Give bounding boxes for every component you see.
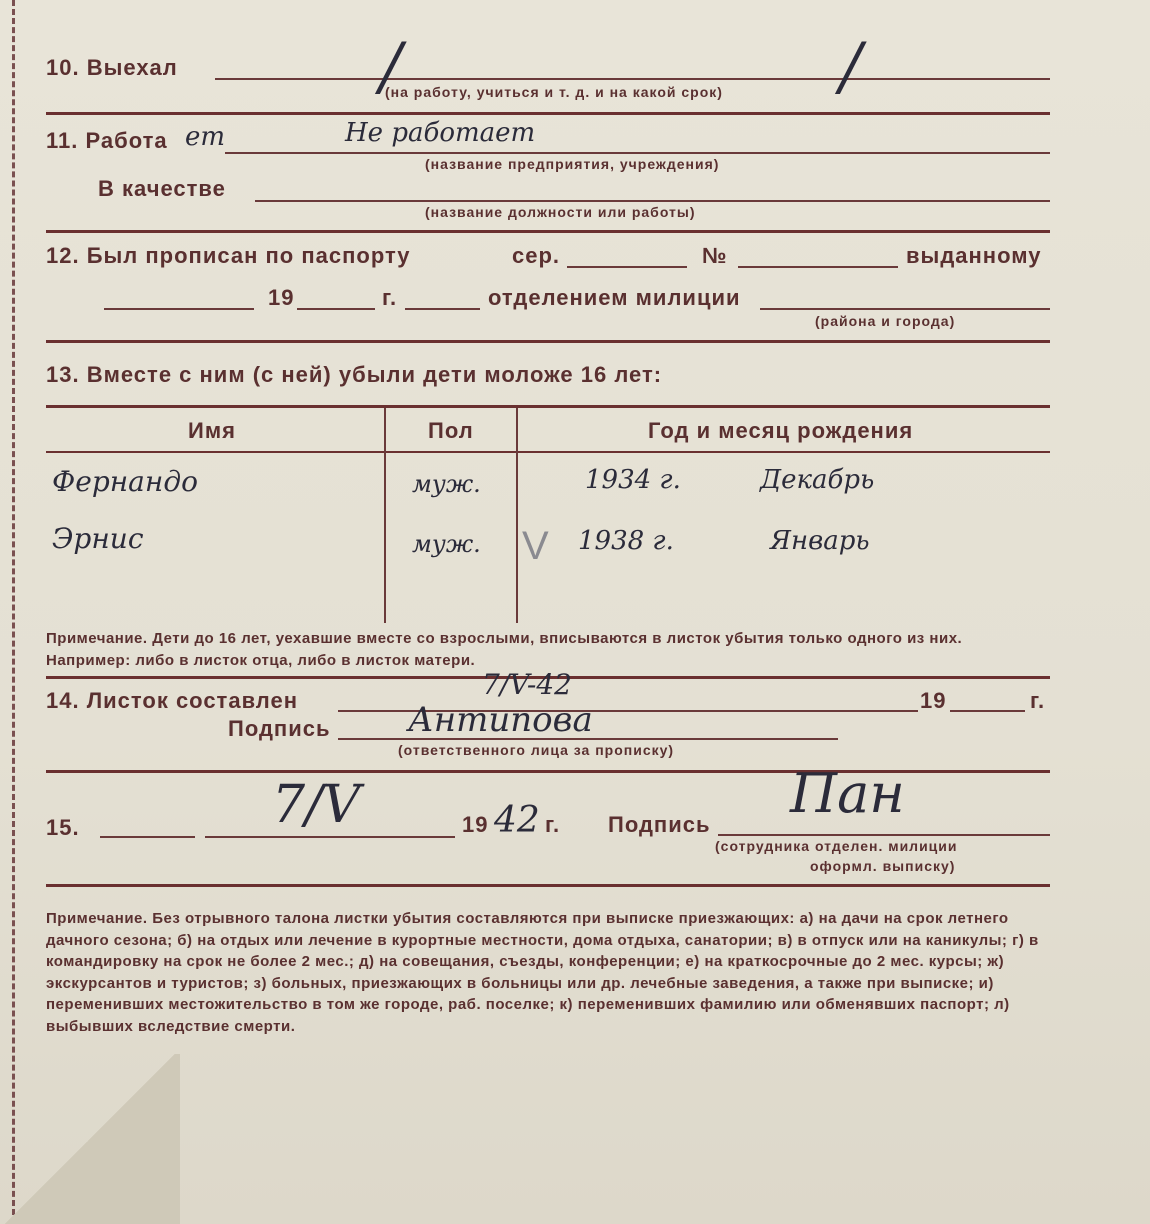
s15-year-suffix: г. [545,812,561,837]
child-birth-year: 1934 г. [585,465,681,495]
s12-dept-line [760,308,1050,310]
s12-label: 12. Был прописан по паспорту [46,243,411,268]
s15-date: 7/V [272,775,361,835]
s10-caption: (на работу, учиться и т. д. и на какой срок) [385,84,723,100]
s10-mark-right: / [840,30,862,104]
s14-signature-label: Подпись [228,716,331,741]
s15-day-line [100,836,195,838]
s11-position-label: В качестве [98,176,226,201]
divider [46,112,1050,115]
s14-year-suffix: г. [1030,688,1046,713]
s12-dept-label: отделением милиции [488,285,741,310]
s13-label: 13. Вместе с ним (с ней) убыли дети моложе 16 лет: [46,362,663,387]
s11-caption: (название предприятия, учреждения) [425,156,720,172]
s15-caption-1: (сотрудника отделен. милиции [715,838,958,854]
s13-note: Примечание. Дети до 16 лет, уехавшие вместе со взрослыми, вписываются в листок убытия только одного из них. Например: либо в листок отца, либо в листок матери. [46,630,963,669]
s15-date-line [205,836,455,838]
table-header-sex: Пол [428,418,474,443]
s12-number-line [738,266,898,268]
s11-position-line [255,200,1050,202]
child-sex: муж. [412,530,481,558]
child-name: Фернандо [52,465,198,498]
s14-caption: (ответственного лица за прописку) [398,742,675,758]
divider [46,340,1050,343]
s15-year: 42 [494,800,540,841]
s12-issued-label: выданному [906,243,1042,268]
s11-handwritten: Не работает [345,118,536,148]
child-birth-month: Декабрь [760,465,875,495]
s11-label-suffix: ет [185,122,226,152]
s15-label: 15. [46,815,80,840]
table-col-divider [516,408,518,623]
s10-mark-left: / [380,30,402,104]
check-mark: V [522,524,549,568]
divider [46,884,1050,887]
s15-signature-line [718,834,1050,836]
s12-year-line [297,308,375,310]
s12-series-label: сер. [512,243,561,268]
s15-caption-2: оформл. выписку) [810,858,956,874]
table-col-divider [384,408,386,623]
s15-signature-label: Подпись [608,812,711,837]
s12-caption: (района и города) [815,313,956,329]
table-header-rule [46,451,1050,453]
child-birth-year: 1938 г. [578,526,674,556]
s12-extra-line [405,308,480,310]
folded-corner [0,1054,180,1224]
s12-date-line [104,308,254,310]
child-sex: муж. [412,470,481,498]
s14-year-line [950,710,1025,712]
child-birth-month: Январь [770,526,870,556]
s11-label: 11. Работа [46,128,168,153]
s11-position-caption: (название должности или работы) [425,204,696,220]
s11-line [225,152,1050,154]
table-top-rule [46,405,1050,408]
s15-signature: Пан [790,762,905,825]
s14-date: 7/V-42 [482,668,572,701]
perforation-edge [12,0,15,1224]
s12-number-label: № [702,243,728,268]
s12-series-line [567,266,687,268]
table-header-name: Имя [188,418,236,443]
divider [46,230,1050,233]
s15-year-prefix: 19 [462,812,489,837]
s12-year-suffix: г. [382,285,398,310]
s14-label: 14. Листок составлен [46,688,299,713]
s14-signature: Антипова [408,700,593,740]
child-name: Эрнис [52,522,144,555]
s12-year-prefix: 19 [268,285,295,310]
s14-year-prefix: 19 [920,688,947,713]
table-header-birth: Год и месяц рождения [648,418,914,443]
s10-label: 10. Выехал [46,55,178,80]
s10-line [215,78,1050,80]
footer-note: Примечание. Без отрывного талона листки убытия составляются при выписке приезжающих: а) на дачи на срок летнего дачного сезона; б) на отдых или лечение в курортные местности, дома отдыха, санатории; в) в отпуск или на каникулы; г) в командировку на срок не более 2 мес.; д) на совещания, съезды, конференции; е) на краткосрочные до 2 мес. курсы; ж) экскурсантов и туристов; з) больных, приезжающих в больницы или др. лечебные заведения, а также при выписке; и) переменивших местожительство в том же городе, раб. поселке; к) переменивших фамилию или обменявших паспорт; л) выбывших вследствие смерти. [46,910,1039,1035]
